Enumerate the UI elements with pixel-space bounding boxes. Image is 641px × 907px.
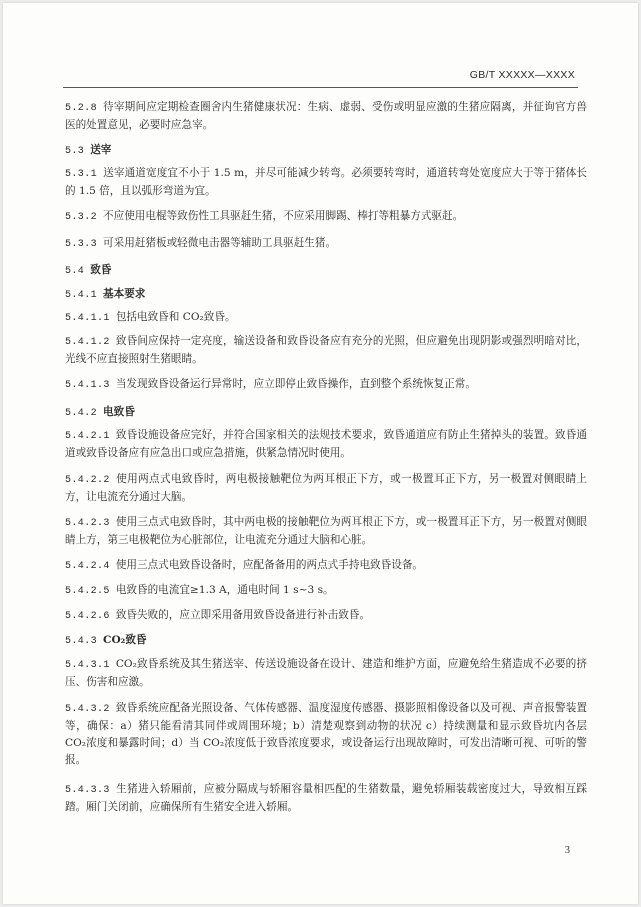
header-divider (63, 87, 578, 88)
standard-code-header: GB/T XXXXX—XXXX (469, 69, 575, 81)
clause-5-3-1 (65, 165, 587, 200)
clause-number: 5.2.8 (65, 103, 98, 114)
clause-text: 致昏间应保持一定亮度，输送设备和致昏设备应有充分的光照，但应避免出现阴影或强烈明暗对比，光线不应直接照射生猪眼睛。 (65, 335, 587, 365)
clause-5-4-1-1 (65, 309, 587, 327)
heading-text: CO₂致昏 (103, 634, 147, 646)
clause-text: 致昏系统应配备光照设备、气体传感器、温度湿度传感器、摄影照相像设备以及可视、声音报警装置等，确保：a）猪只能看清其同伴或周围环境；b）清楚观察到动物的状况 c）持续测量和显示致昏坑内各层 CO₂浓度和暴露时间；d）当 CO₂浓度低于致昏浓度要求，或设备运行出现故障时，可发出清晰可视、可听的警报。 (65, 702, 587, 766)
clause-text: 使用三点式电致昏设备时，应配备备用的两点式手持电致昏设备。 (115, 559, 424, 571)
clause-text: 当发现致昏设备运行异常时，应立即停止致昏操作，直到整个系统恢复正常。 (115, 378, 476, 390)
clause-text: 电致昏的电流宜≥1.3 A，通电时间 1 s~3 s。 (115, 584, 334, 596)
clause-text: 包括电致昏和 CO₂致昏。 (115, 311, 236, 323)
clause-5-4-2-5 (65, 582, 587, 600)
clause-number: 5.4.3 (65, 636, 98, 647)
clause-number: 5.4.2.6 (65, 611, 110, 622)
clause-5-4-3-1 (65, 656, 587, 691)
clause-5-4-2-1 (65, 427, 587, 462)
clause-number: 5.3.1 (65, 169, 98, 180)
clause-5-2-8 (65, 99, 587, 134)
clause-text: 送宰通道宽度宜不小于 1.5 m，并尽可能减少转弯。必须要转弯时，通道转弯处宽度应大于等于猪体长的 1.5 倍，且以弧形弯道为宜。 (65, 167, 587, 197)
clause-number: 5.4.2.1 (65, 431, 110, 442)
heading-text: 基本要求 (103, 288, 146, 300)
clause-5-4-3-3 (65, 781, 587, 816)
clause-text: 使用两点式电致昏时，两电极接触靶位为两耳根正下方，或一极置耳正下方，另一极置对侧眼睛上方，让电流充分通过大脑。 (65, 473, 587, 503)
clause-text: 不应使用电棍等致伤性工具驱赶生猪，不应采用脚踢、棒打等粗暴方式驱赶。 (103, 210, 464, 222)
subsection-heading-5-4-2 (65, 404, 587, 422)
clause-text: 致昏设施设备应完好，并符合国家相关的法规技术要求，致昏通道应有防止生猪掉头的装置。致昏通道或致昏设备应有应急出口或应急措施，供紧急情况时使用。 (65, 429, 587, 459)
clause-5-3-2 (65, 208, 587, 226)
clause-5-4-2-3 (65, 514, 587, 549)
clause-number: 5.4.1 (65, 290, 98, 301)
clause-number: 5.3.2 (65, 212, 98, 223)
clause-number: 5.4 (65, 266, 85, 277)
subsection-heading-5-4-3 (65, 632, 587, 650)
clause-text: CO₂致昏系统及其生猪送宰、传送设施设备在设计、建造和维护方面，应避免给生猪造成不必要的挤压、伤害和应激。 (65, 658, 587, 688)
clause-number: 5.4.3.3 (65, 785, 110, 796)
clause-number: 5.4.1.2 (65, 337, 110, 348)
clause-text: 使用三点式电致昏时，其中两电极的接触靶位为两耳根正下方，或一极置耳正下方，另一极置对侧眼睛上方，第三电极靶位为心脏部位，让电流充分通过大脑和心脏。 (65, 516, 587, 546)
clause-text: 生猪进入轿厢前，应被分隔成与轿厢容量相匹配的生猪数量，避免轿厢装载密度过大，导致相互踩踏。厢门关闭前，应确保所有生猪安全进入轿厢。 (65, 783, 587, 813)
clause-number: 5.4.3.1 (65, 660, 110, 671)
clause-number: 5.4.2.4 (65, 561, 110, 572)
clause-number: 5.4.3.2 (65, 704, 110, 715)
clause-5-4-3-2 (65, 700, 587, 769)
heading-text: 送宰 (90, 144, 112, 156)
clause-number: 5.4.1.3 (65, 380, 110, 391)
clause-text: 可采用赶猪板或轻微电击器等辅助工具驱赶生猪。 (103, 237, 337, 249)
heading-text: 电致昏 (103, 406, 135, 418)
clause-5-4-1-2 (65, 333, 587, 368)
clause-text: 致昏失败的，应立即采用备用致昏设备进行补击致昏。 (115, 609, 371, 621)
clause-number: 5.4.1.1 (65, 313, 110, 324)
clause-5-3-3 (65, 235, 587, 253)
subsection-heading-5-4-1 (65, 286, 587, 304)
clause-number: 5.3.3 (65, 239, 98, 250)
clause-5-4-2-4 (65, 557, 587, 575)
heading-text: 致昏 (90, 264, 112, 276)
clause-number: 5.4.2.2 (65, 475, 110, 486)
clause-number: 5.4.2.5 (65, 586, 110, 597)
clause-number: 5.4.2 (65, 408, 98, 419)
section-heading-5-3 (65, 142, 587, 160)
page-number: 3 (564, 845, 570, 856)
clause-number: 5.4.2.3 (65, 518, 110, 529)
document-page (3, 3, 638, 904)
section-heading-5-4 (65, 262, 587, 280)
clause-text: 待宰期间应定期检查圈舍内生猪健康状况：生病、虚弱、受伤或明显应激的生猪应隔离，并征询官方兽医的处置意见，必要时应急宰。 (65, 101, 587, 131)
clause-number: 5.3 (65, 146, 85, 157)
clause-5-4-1-3 (65, 376, 587, 394)
clause-5-4-2-2 (65, 471, 587, 506)
clause-5-4-2-6 (65, 607, 587, 625)
